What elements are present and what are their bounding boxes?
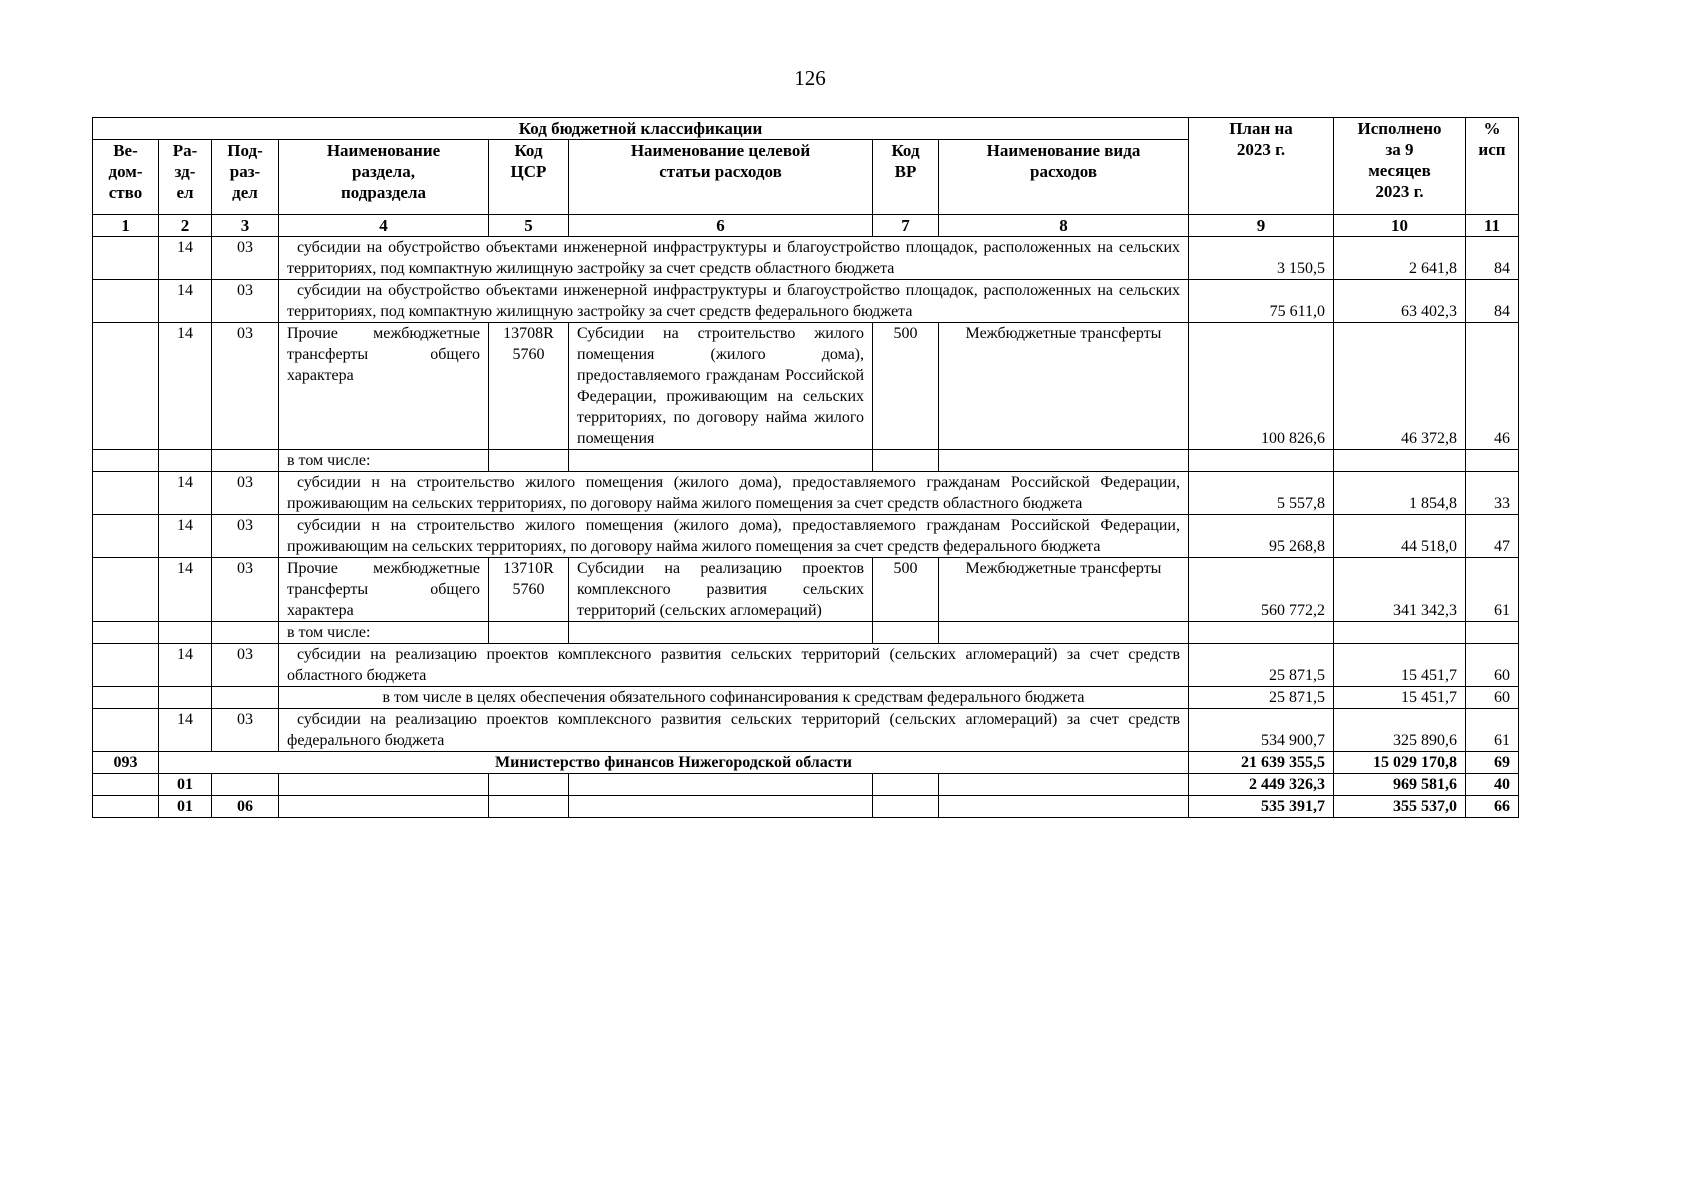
plan-cell: 75 611,0 <box>1189 280 1334 323</box>
plan-cell: 2 449 326,3 <box>1189 774 1334 796</box>
header-razdel: Ра- зд- ел <box>159 140 212 215</box>
section-name-cell: Прочие межбюджетные трансферты общего характера <box>279 323 489 450</box>
table-row <box>93 558 1519 622</box>
razdel-cell: 14 <box>159 709 212 752</box>
col-number: 9 <box>1189 215 1334 237</box>
section-name-cell: в том числе: <box>279 622 489 644</box>
table-row <box>93 237 1519 280</box>
table-row <box>93 450 1519 472</box>
csr-cell: 13708R 5760 <box>489 323 569 450</box>
description-cell: субсидии на обустройство объектами инженерной инфраструктуры и благоустройство площадок, расположенных на сельских территориях, под компактную жилищную застройку за счет средств федерального бюджета <box>279 280 1189 323</box>
pct-cell: 60 <box>1466 687 1519 709</box>
header-plan: План на 2023 г. <box>1189 118 1334 215</box>
pct-cell: 61 <box>1466 709 1519 752</box>
podrazdel-cell: 03 <box>212 280 279 323</box>
vr-cell: 500 <box>873 558 939 622</box>
plan-cell: 95 268,8 <box>1189 515 1334 558</box>
vr-name-cell: Межбюджетные трансферты <box>939 558 1189 622</box>
vr-cell: 500 <box>873 323 939 450</box>
header-done: Исполнено за 9 месяцев 2023 г. <box>1334 118 1466 215</box>
done-cell: 63 402,3 <box>1334 280 1466 323</box>
plan-cell: 535 391,7 <box>1189 796 1334 818</box>
header-vedomstvo: Ве- дом- ство <box>93 140 159 215</box>
podrazdel-cell: 06 <box>212 796 279 818</box>
col-number: 6 <box>569 215 873 237</box>
description-cell: субсидии на реализацию проектов комплексного развития сельских территорий (сельских агломераций) за счет средств федерального бюджета <box>279 709 1189 752</box>
col-number: 11 <box>1466 215 1519 237</box>
col-number: 5 <box>489 215 569 237</box>
podrazdel-cell: 03 <box>212 515 279 558</box>
table-row <box>93 796 1519 818</box>
table-row <box>93 622 1519 644</box>
vr-name-cell: Межбюджетные трансферты <box>939 323 1189 450</box>
vedomstvo-cell: 093 <box>93 752 159 774</box>
table-row <box>93 774 1519 796</box>
podrazdel-cell: 03 <box>212 472 279 515</box>
plan-cell: 21 639 355,5 <box>1189 752 1334 774</box>
pct-cell: 84 <box>1466 280 1519 323</box>
col-number: 2 <box>159 215 212 237</box>
table-row <box>93 644 1519 687</box>
plan-cell: 3 150,5 <box>1189 237 1334 280</box>
plan-cell: 560 772,2 <box>1189 558 1334 622</box>
pct-cell: 33 <box>1466 472 1519 515</box>
podrazdel-cell: 03 <box>212 323 279 450</box>
description-cell: субсидии н на строительство жилого помещения (жилого дома), предоставляемого гражданам Российской Федерации, проживающим на сельских территориях, по договору найма жилого помещения за счет средств федерального бюджета <box>279 515 1189 558</box>
section-name-cell: Прочие межбюджетные трансферты общего характера <box>279 558 489 622</box>
description-cell: субсидии н на строительство жилого помещения (жилого дома), предоставляемого гражданам Российской Федерации, проживающим на сельских территориях, по договору найма жилого помещения за счет средств областного бюджета <box>279 472 1189 515</box>
header-row-group <box>93 118 1519 140</box>
done-cell: 355 537,0 <box>1334 796 1466 818</box>
table-row <box>93 323 1519 450</box>
header-pct: % исп <box>1466 118 1519 215</box>
razdel-cell: 01 <box>159 796 212 818</box>
header-csr: Код ЦСР <box>489 140 569 215</box>
done-cell: 15 451,7 <box>1334 687 1466 709</box>
csr-cell: 13710R 5760 <box>489 558 569 622</box>
page-number: 126 <box>794 66 826 90</box>
done-cell: 15 029 170,8 <box>1334 752 1466 774</box>
pct-cell: 60 <box>1466 644 1519 687</box>
plan-cell: 100 826,6 <box>1189 323 1334 450</box>
description-cell: в том числе в целях обеспечения обязательного софинансирования к средствам федерального бюджета <box>279 687 1189 709</box>
table-row <box>93 687 1519 709</box>
col-number: 3 <box>212 215 279 237</box>
header-section-name: Наименование раздела, подраздела <box>279 140 489 215</box>
done-cell: 1 854,8 <box>1334 472 1466 515</box>
col-number: 1 <box>93 215 159 237</box>
razdel-cell: 01 <box>159 774 212 796</box>
col-number: 8 <box>939 215 1189 237</box>
table-row <box>93 280 1519 323</box>
header-podrazdel: Под- раз- дел <box>212 140 279 215</box>
description-cell: субсидии на обустройство объектами инженерной инфраструктуры и благоустройство площадок, расположенных на сельских территориях, под компактную жилищную застройку за счет средств областного бюджета <box>279 237 1189 280</box>
done-cell: 2 641,8 <box>1334 237 1466 280</box>
done-cell: 44 518,0 <box>1334 515 1466 558</box>
header-vr-name: Наименование вида расходов <box>939 140 1189 215</box>
podrazdel-cell: 03 <box>212 709 279 752</box>
pct-cell: 66 <box>1466 796 1519 818</box>
col-number: 10 <box>1334 215 1466 237</box>
pct-cell: 46 <box>1466 323 1519 450</box>
podrazdel-cell: 03 <box>212 237 279 280</box>
razdel-cell: 14 <box>159 323 212 450</box>
budget-table <box>92 117 1519 818</box>
podrazdel-cell: 03 <box>212 558 279 622</box>
col-number: 4 <box>279 215 489 237</box>
razdel-cell: 14 <box>159 280 212 323</box>
razdel-cell: 14 <box>159 644 212 687</box>
pct-cell: 61 <box>1466 558 1519 622</box>
article-name-cell: Субсидии на реализацию проектов комплексного развития сельских территорий (сельских агломераций) <box>569 558 873 622</box>
done-cell: 325 890,6 <box>1334 709 1466 752</box>
done-cell: 341 342,3 <box>1334 558 1466 622</box>
podrazdel-cell: 03 <box>212 644 279 687</box>
pct-cell: 69 <box>1466 752 1519 774</box>
table-row-ministry <box>93 752 1519 774</box>
pct-cell: 47 <box>1466 515 1519 558</box>
plan-cell: 25 871,5 <box>1189 687 1334 709</box>
table-row <box>93 515 1519 558</box>
ministry-name-cell: Министерство финансов Нижегородской области <box>159 752 1189 774</box>
razdel-cell: 14 <box>159 237 212 280</box>
done-cell: 46 372,8 <box>1334 323 1466 450</box>
section-name-cell: в том числе: <box>279 450 489 472</box>
razdel-cell: 14 <box>159 558 212 622</box>
header-article-name: Наименование целевой статьи расходов <box>569 140 873 215</box>
article-name-cell: Субсидии на строительство жилого помещения (жилого дома), предоставляемого гражданам Российской Федерации, проживающим на сельских территориях, по договору найма жилого помещения <box>569 323 873 450</box>
plan-cell: 25 871,5 <box>1189 644 1334 687</box>
table-row <box>93 472 1519 515</box>
plan-cell: 534 900,7 <box>1189 709 1334 752</box>
plan-cell: 5 557,8 <box>1189 472 1334 515</box>
razdel-cell: 14 <box>159 515 212 558</box>
pct-cell: 40 <box>1466 774 1519 796</box>
pct-cell: 84 <box>1466 237 1519 280</box>
done-cell: 15 451,7 <box>1334 644 1466 687</box>
razdel-cell: 14 <box>159 472 212 515</box>
column-numbers-row <box>93 215 1519 237</box>
description-cell: субсидии на реализацию проектов комплексного развития сельских территорий (сельских агломераций) за счет средств областного бюджета <box>279 644 1189 687</box>
col-number: 7 <box>873 215 939 237</box>
done-cell: 969 581,6 <box>1334 774 1466 796</box>
header-group-title: Код бюджетной классификации <box>93 118 1189 140</box>
table-row <box>93 709 1519 752</box>
header-vr: Код ВР <box>873 140 939 215</box>
